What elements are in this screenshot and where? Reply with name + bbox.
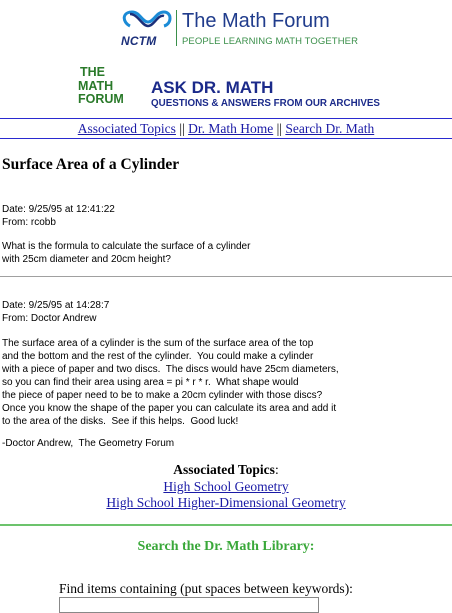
math-forum-banner[interactable] <box>120 8 359 48</box>
message-divider <box>0 276 452 277</box>
search-input[interactable] <box>59 597 319 613</box>
math-forum-logo[interactable] <box>78 66 138 107</box>
nctm-logo-text: NCTM <box>121 34 157 48</box>
answer-date: Date: 9/25/95 at 14:28:7 <box>2 300 110 311</box>
heading-colon: : <box>274 462 279 477</box>
banner-divider <box>176 10 177 46</box>
answer-signature: -Doctor Andrew, The Geometry Forum <box>2 438 175 449</box>
site-title[interactable]: The Math Forum <box>182 10 330 32</box>
associated-topics-link[interactable]: Associated Topics <box>77 121 176 136</box>
nav-separator: || <box>179 121 185 136</box>
topic-link-row <box>0 495 452 511</box>
question-from: From: rcobb <box>2 217 56 228</box>
ask-dr-math-title[interactable]: ASK DR. MATH <box>151 78 274 97</box>
answer-body: The surface area of a cylinder is the sum of the surface area of the top and the bottom and the rest of the cylinder. You could make a cylinder with a piece of paper and two discs. The discs would have 25cm diameters, so you can find their area using area = pi * r * r. What shape would the piece of paper need to be to make a 20cm cylinder with those discs? Once you know the shape of the paper you can calculate its area and add it to the area of the disks. See if this helps. Good luck! <box>2 338 339 427</box>
topic-link-row <box>0 479 452 495</box>
logo-line-2: MATH <box>78 78 114 93</box>
search-dr-math-link[interactable]: Search Dr. Math <box>285 121 375 136</box>
topic-link-high-school-geometry[interactable]: High School Geometry <box>163 479 289 494</box>
logo-line-1: THE <box>80 65 105 79</box>
answer-from: From: Doctor Andrew <box>2 313 97 324</box>
nav-bottom-rule <box>0 138 452 139</box>
associated-topics-heading <box>0 462 452 478</box>
ask-dr-math-subtitle: QUESTIONS & ANSWERS FROM OUR ARCHIVES <box>151 98 380 109</box>
dr-math-home-link[interactable]: Dr. Math Home <box>188 121 274 136</box>
topic-link-higher-dimensional-geometry[interactable]: High School Higher-Dimensional Geometry <box>106 495 346 510</box>
nav-separator: || <box>276 121 282 136</box>
page-title: Surface Area of a Cylinder <box>2 156 180 173</box>
search-input-label: Find items containing (put spaces between keywords): <box>59 581 353 596</box>
nav-bar <box>0 121 452 137</box>
question-date: Date: 9/25/95 at 12:41:22 <box>2 204 115 215</box>
search-section-rule <box>0 524 452 526</box>
search-library-heading: Search the Dr. Math Library: <box>137 539 315 554</box>
logo-line-3: FORUM <box>78 92 124 106</box>
site-tagline: PEOPLE LEARNING MATH TOGETHER <box>182 36 359 47</box>
nav-top-rule <box>0 118 452 119</box>
associated-topics-label: Associated Topics <box>173 462 275 477</box>
question-body: What is the formula to calculate the surface of a cylinder with 25cm diameter and 20cm height? <box>2 241 251 265</box>
